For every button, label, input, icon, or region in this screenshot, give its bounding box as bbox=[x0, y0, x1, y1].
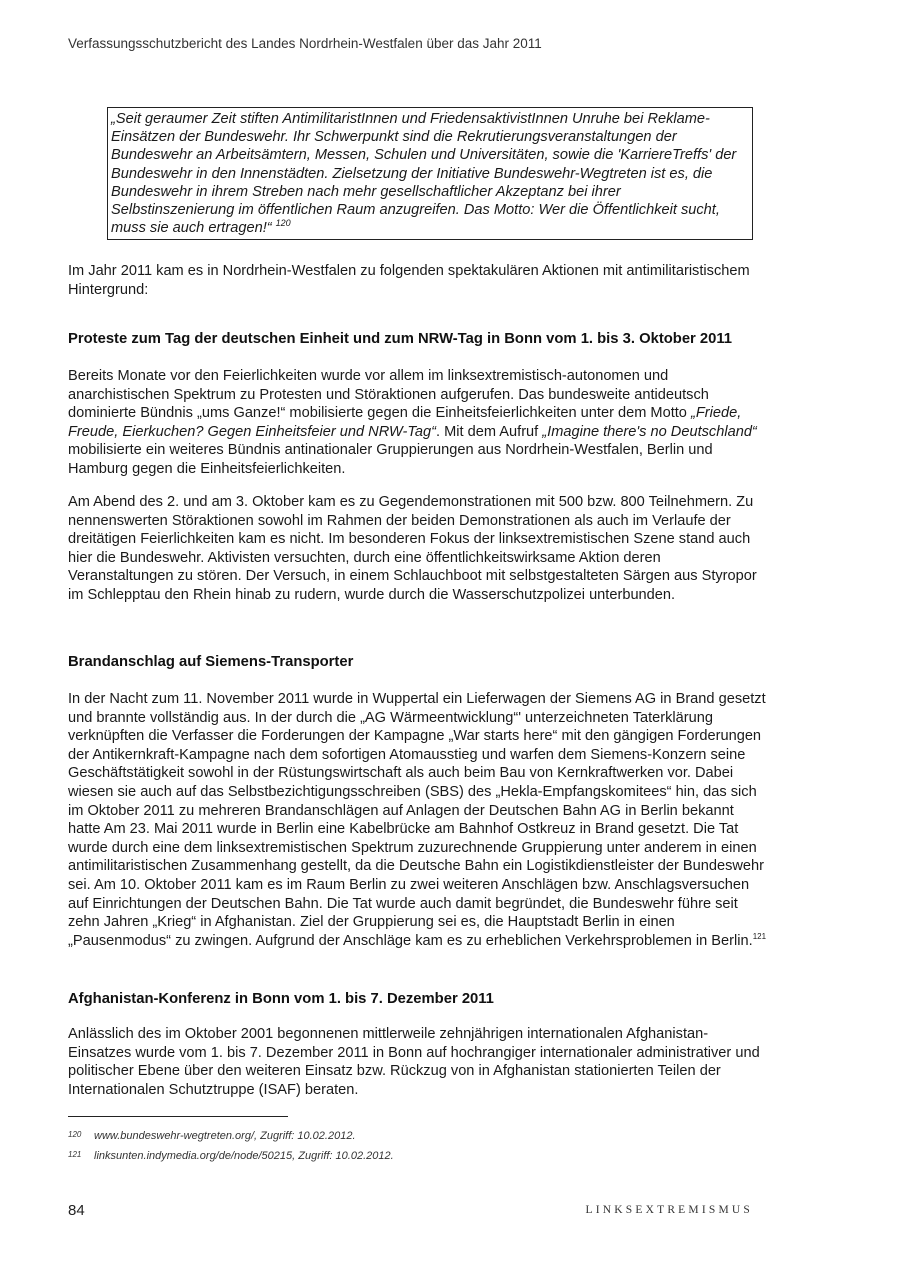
text-run: In der Nacht zum 11. November 2011 wurde in Wuppertal ein Lieferwagen der Siemens AG in Brand gesetzt und brannte vollständig aus. In der durch die „AG Wärmeentwicklung“' unterzeichneten Taterklärung verknüpften die Verfasser die Forderungen der Kampagne „War starts here“ mit den gängigen Forderungen der Antikernkraft-Kampagne nach dem sofortigen Atomausstieg und warfen dem Siemens-Konzern seine Geschäftstätigkeit sowohl in der Rüstungswirtschaft als auch beim Bau von Kernkraftwerken vor. Dabei wiesen sie auch auf das Selbstbezichtigungsschreiben (SBS) des „Hekla-Empfangskomitees“ hin, das sich im Oktober 2011 zu mehreren Brandanschlägen auf Anlagen der Deutschen Bahn AG in Berlin bekannt hatte Am 23. Mai 2011 wurde in Berlin eine Kabelbrücke am Bahnhof Ostkreuz in Brand gesetzt. Die Tat wurde durch eine dem linksextremistischen Spektrum zuzurechnende Gruppierung unter anderem in einen antimilitaristischen Zusammenhang gestellt, da die Deutsche Bahn ein Logistikdienstleister der Bundeswehr sei. Am 10. Oktober 2011 kam es im Raum Berlin zu zwei weiteren Anschlägen bzw. Anschlagsversuchen auf Einrichtungen der Deutschen Bahn. Die Tat wurde auch damit begründet, die Bundeswehr führe seit zehn Jahren „Krieg“ in Afghanistan. Ziel der Gruppierung sei es, die Hauptstadt Berlin in einen „Pausenmodus“ zu zwingen. Aufgrund der Anschläge kam es zu erheblichen Verkehrsproblemen in Berlin. bbox=[68, 691, 766, 949]
footnote-ref-121: 121 bbox=[752, 931, 767, 941]
running-header: Verfassungsschutzbericht des Landes Nordrhein-Westfalen über das Jahr 2011 bbox=[68, 36, 542, 51]
intro-paragraph: Im Jahr 2011 kam es in Nordrhein-Westfalen zu folgenden spektakulären Aktionen mit antimilitaristischem Hintergrund: bbox=[68, 263, 750, 298]
footnote-ref-120: 120 bbox=[275, 218, 291, 229]
appeal-text: „Imagine there's no Deutschland“ bbox=[542, 423, 757, 440]
section-label: LINKSEXTREMISMUS bbox=[585, 1204, 753, 1216]
text-run: . Mit dem Aufruf bbox=[436, 423, 543, 440]
footnote-number: 120 bbox=[68, 1130, 82, 1139]
section-heading-afghanistan: Afghanistan-Konferenz in Bonn vom 1. bis 7. Dezember 2011 bbox=[68, 991, 494, 1007]
quote-box bbox=[107, 107, 753, 240]
footnote-divider bbox=[68, 1116, 288, 1117]
text-run: Bereits Monate vor den Feierlichkeiten wurde vor allem im linksextremistisch-autonomen und anarchistischen Spektrum zu Protesten und Störaktionen aufgerufen. Das bundesweite antideutsch dominierte Bündnis „ums Ganze!“ mobilisierte gegen die Einheitsfeierlichkeiten unter dem Motto bbox=[68, 368, 709, 422]
section-heading-siemens: Brandanschlag auf Siemens-Transporter bbox=[68, 654, 354, 670]
section-heading-bonn-protests: Proteste zum Tag der deutschen Einheit und zum NRW-Tag in Bonn vom 1. bis 3. Oktober 2011 bbox=[68, 331, 733, 347]
section2-paragraph-1 bbox=[68, 690, 768, 950]
footnote-number: 121 bbox=[68, 1150, 82, 1159]
footnote-text: www.bundeswehr-wegtreten.org/, Zugriff: 10.02.2012. bbox=[94, 1130, 356, 1142]
section1-paragraph-2: Am Abend des 2. und am 3. Oktober kam es zu Gegendemonstrationen mit 500 bzw. 800 Teilnehmern. Zu nennenswerten Störaktionen sowohl im Rahmen der beiden Demonstrationen als auch im Verlaufe der dreitätigen Feierlichkeiten kam es nicht. Im besonderen Fokus der linksextremistischen Szene stand auch hier die Bundeswehr. Aktivisten versuchten, durch eine öffentlichkeitswirksame Aktion deren Veranstaltungen zu stören. Der Versuch, in einem Schlauchboot mit selbstgestalteten Särgen aus Styropor im Schlepptau den Rhein hinab zu rudern, wurde durch die Wasserschutzpolizei unterbunden. bbox=[68, 494, 757, 603]
text-run: mobilisierte ein weiteres Bündnis antinationaler Gruppierungen aus Nordrhein-Westfalen, Berlin und Hamburg gegen die Einheitsfeierlichkeiten. bbox=[68, 442, 713, 477]
footnote-121 bbox=[68, 1150, 394, 1162]
footnote-120 bbox=[68, 1130, 356, 1142]
motto-text: „Friede, Freude, Eierkuchen? Gegen Einheitsfeier und NRW-Tag“ bbox=[68, 405, 742, 440]
quote-text: „Seit geraumer Zeit stiften AntimilitaristInnen und FriedensaktivistInnen Unruhe bei Reklame-Einsätzen der Bundeswehr. Ihr Schwerpunkt sind die Rekrutierungsveranstaltungen der Bundeswehr an Arbeitsämtern, Messen, Schulen und Universitäten, sowie die 'KarriereTreffs' der Bundeswehr in den Innenstädten. Zielsetzung der Initiative Bundeswehr-Wegtreten ist es, die Bundeswehr in ihrem Streben nach mehr gesellschaftlicher Akzeptanz bei ihrer Selbstinszenierung im öffentlichen Raum anzugreifen. Das Motto: Wer die Öffentlichkeit sucht, muss sie auch ertragen!“ bbox=[111, 111, 737, 237]
page-number: 84 bbox=[68, 1202, 85, 1219]
footnote-text: linksunten.indymedia.org/de/node/50215, Zugriff: 10.02.2012. bbox=[94, 1150, 394, 1162]
section1-paragraph-1 bbox=[68, 367, 768, 479]
section3-paragraph-1: Anlässlich des im Oktober 2001 begonnenen mittlerweile zehnjährigen internationalen Afghanistan-Einsatzes wurde vom 1. bis 7. Dezember 2011 in Bonn auf hochrangiger internationaler administrativer und politischer Ebene über den weiteren Einsatz bzw. Rückzug von in Afghanistan stationierten Teilen der Internationalen Schutztruppe (ISAF) beraten. bbox=[68, 1026, 760, 1098]
